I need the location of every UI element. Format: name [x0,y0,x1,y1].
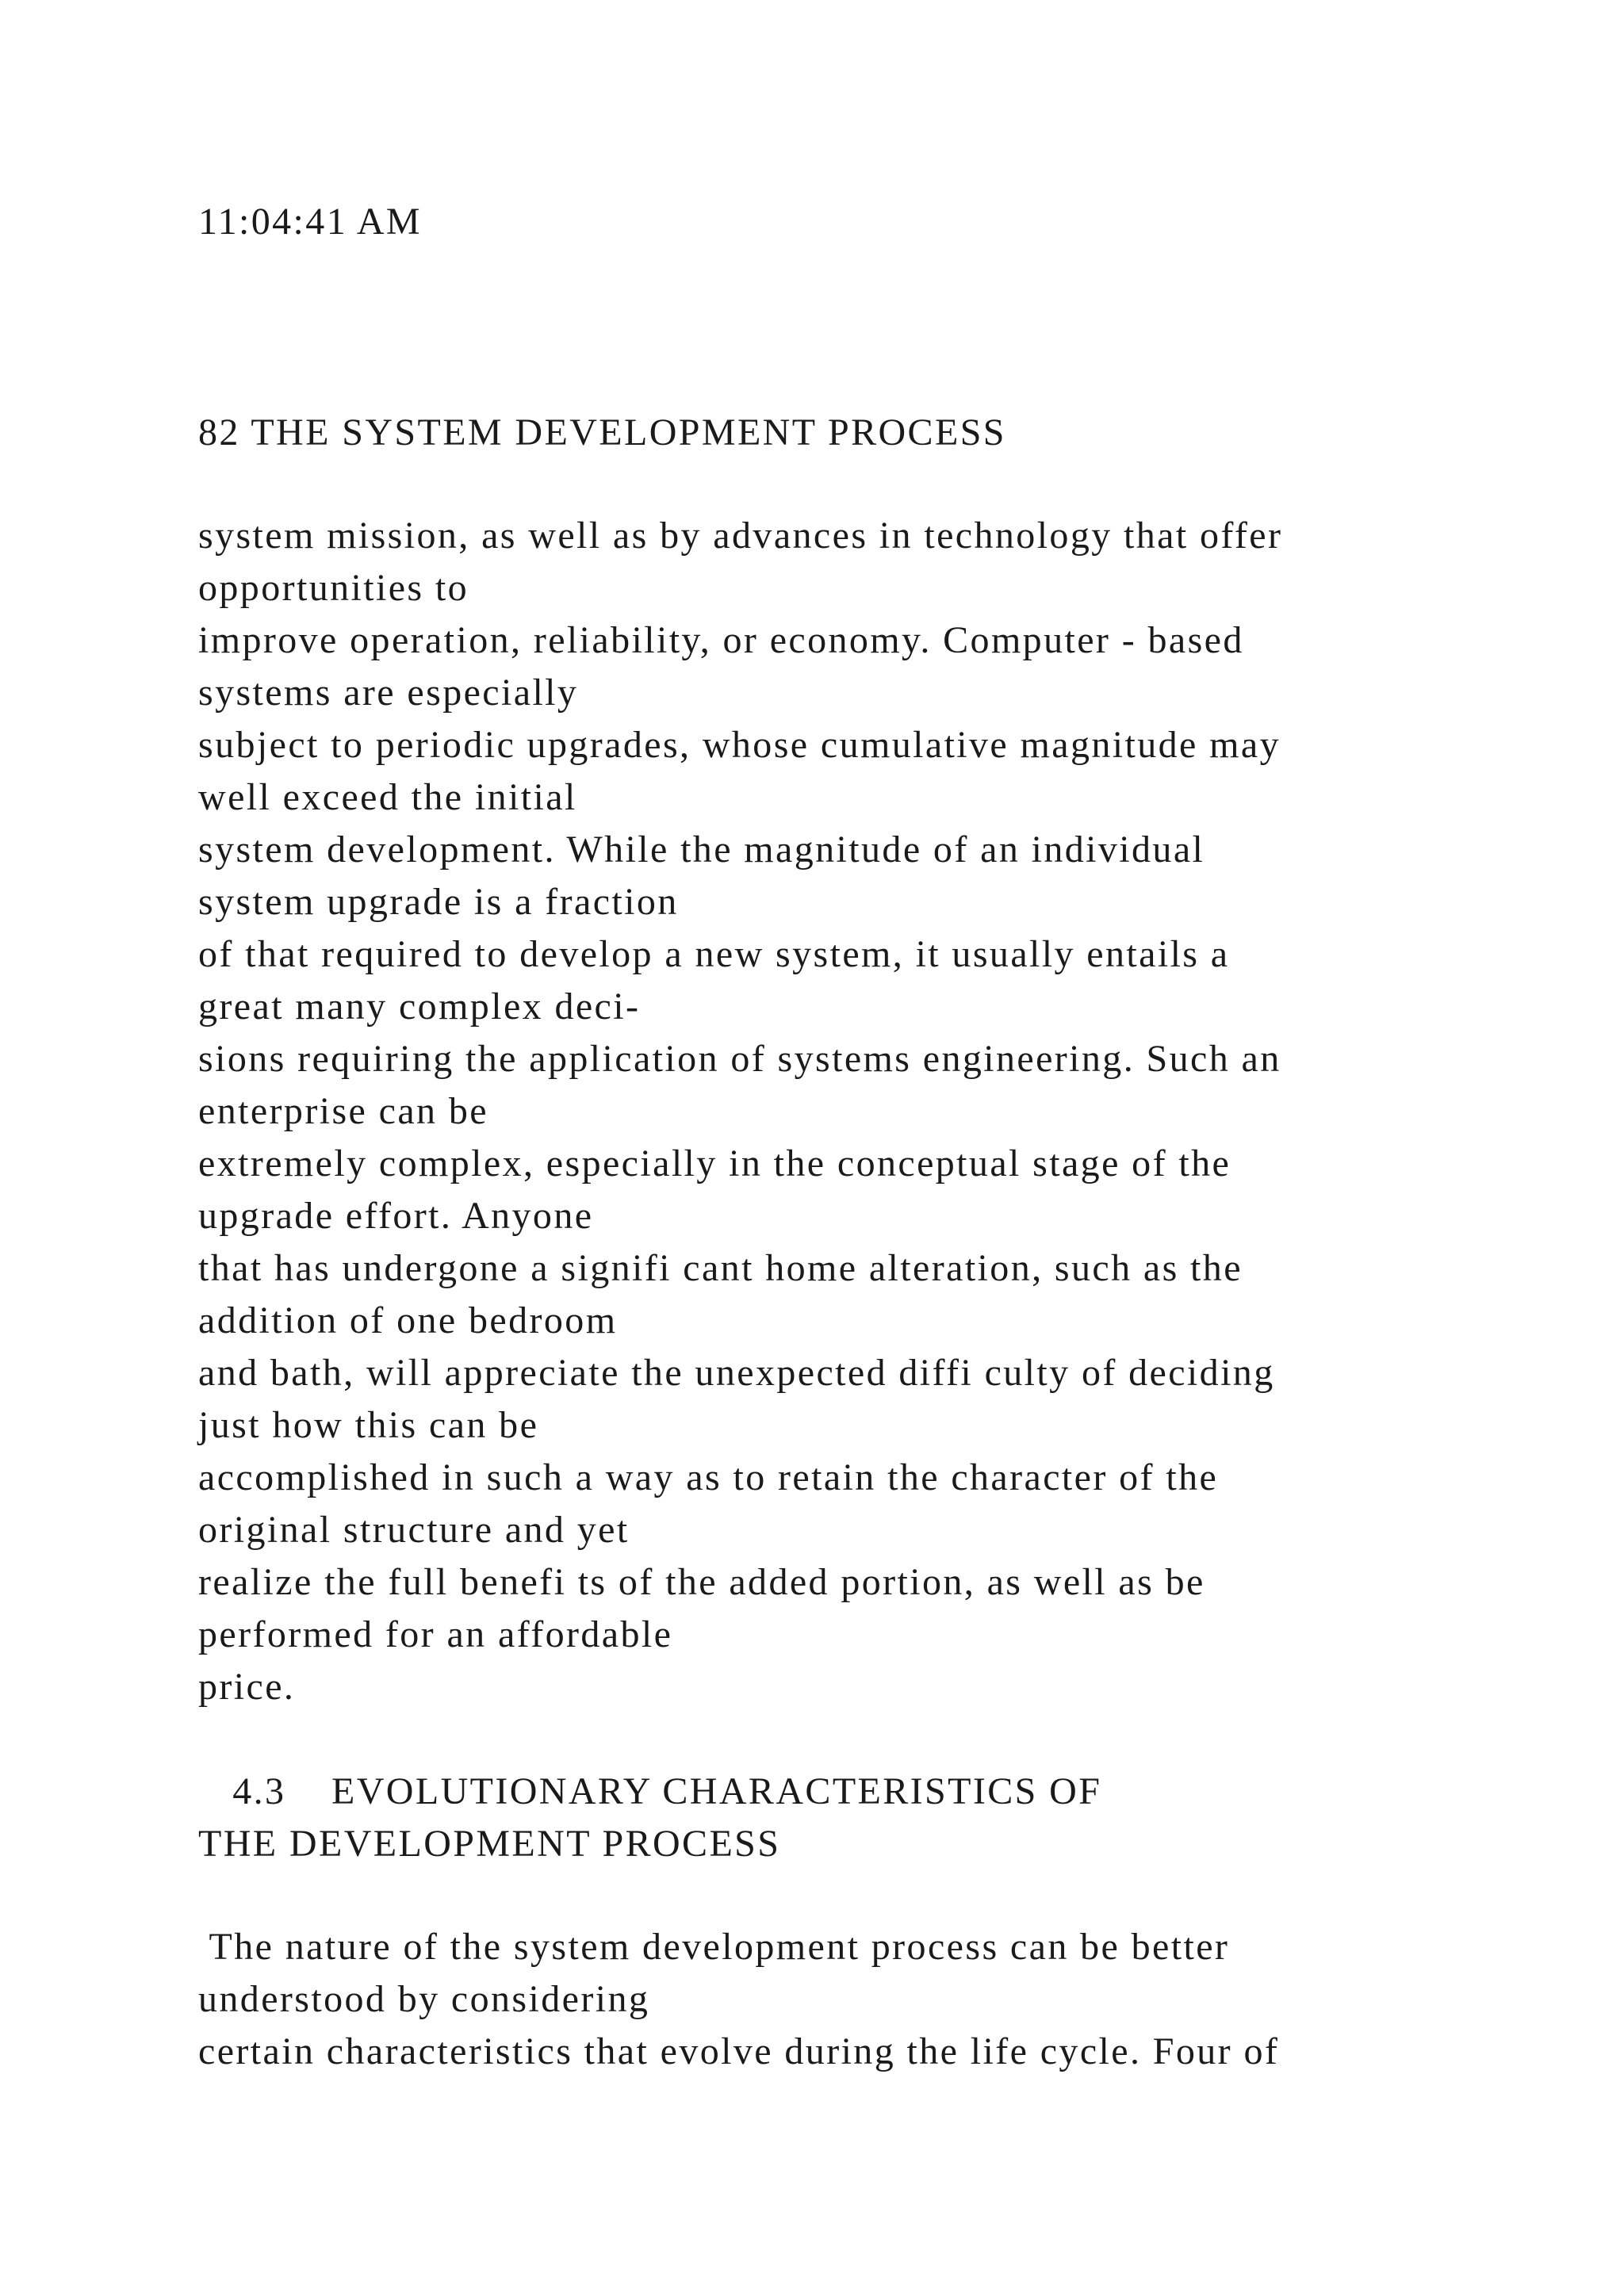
paragraph-line: systems are especially [198,672,579,714]
paragraph-line: improve operation, reliability, or economy. Computer - based [198,619,1244,661]
paragraph-line: subject to periodic upgrades, whose cumulative magnitude may [198,724,1281,766]
paragraph-line: understood by considering [198,1978,650,2020]
paragraph-line: and bath, will appreciate the unexpected diffi culty of deciding [198,1352,1275,1394]
paragraph-line: performed for an affordable [198,1613,673,1655]
paragraph-line: sions requiring the application of systems engineering. Such an [198,1038,1281,1080]
paragraph-line: great many complex deci- [198,985,641,1027]
paragraph-line: system mission, as well as by advances in technology that offer [198,515,1283,557]
paragraph-line: system development. While the magnitude of an individual [198,828,1205,871]
paragraph-line: well exceed the initial [198,776,577,818]
page-header: 82 THE SYSTEM DEVELOPMENT PROCESS [198,411,1006,453]
paragraph-line: enterprise can be [198,1090,488,1132]
paragraph-line: just how this can be [198,1404,539,1446]
paragraph-line: opportunities to [198,567,469,609]
paragraph-line: certain characteristics that evolve during the life cycle. Four of [198,2030,1280,2072]
section-heading-line: THE DEVELOPMENT PROCESS [198,1823,781,1865]
paragraph-line: addition of one bedroom [198,1299,618,1341]
timestamp: 11:04:41 AM [198,201,422,243]
paragraph-line: upgrade effort. Anyone [198,1195,594,1237]
paragraph-line: that has undergone a signifi cant home alteration, such as the [198,1247,1243,1289]
paragraph-line: extremely complex, especially in the conceptual stage of the [198,1142,1231,1184]
paragraph-line: The nature of the system development process can be better [198,1926,1230,1968]
paragraph-line: system upgrade is a fraction [198,881,679,923]
paragraph-line: price. [198,1666,296,1708]
paragraph-line: original structure and yet [198,1509,630,1551]
paragraph-line: of that required to develop a new system, it usually entails a [198,933,1230,975]
paragraph-line: realize the full benefi ts of the added portion, as well as be [198,1561,1205,1603]
paragraph-line: accomplished in such a way as to retain the character of the [198,1456,1219,1498]
section-heading-line: 4.3 EVOLUTIONARY CHARACTERISTICS OF [198,1770,1102,1812]
